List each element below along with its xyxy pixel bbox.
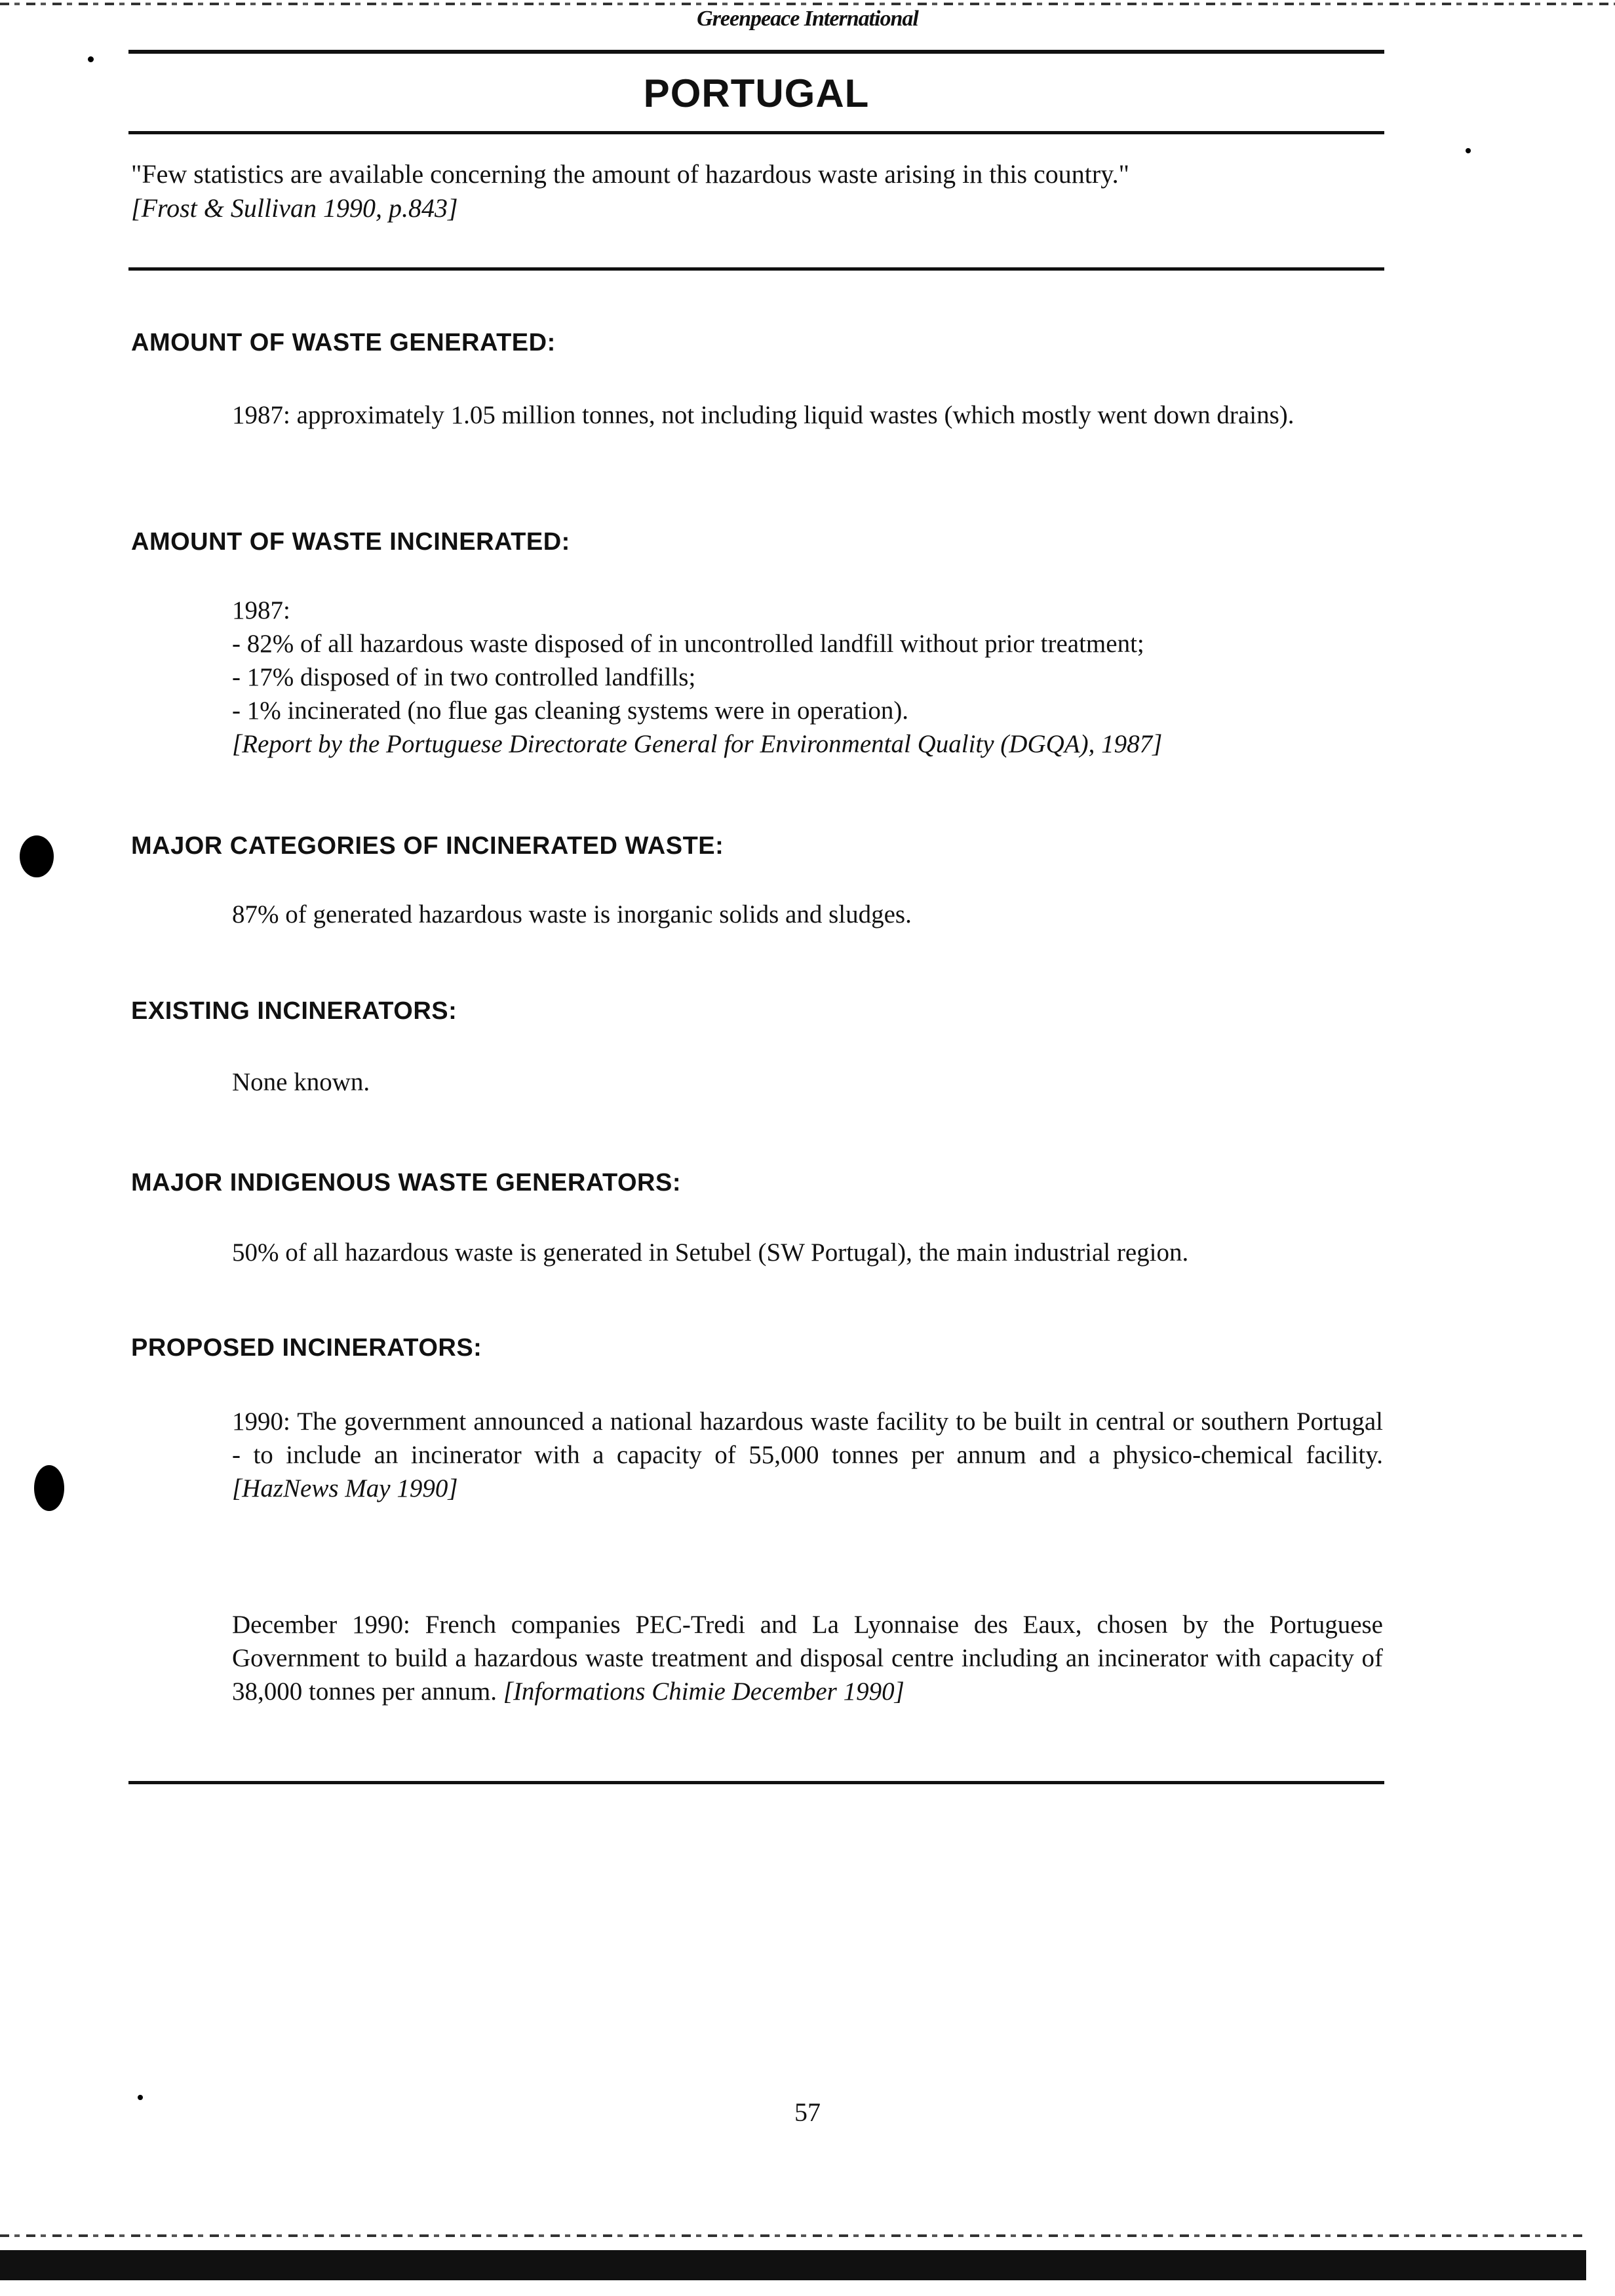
scan-noise-top (0, 3, 1615, 5)
footer-rule (128, 1781, 1384, 1784)
page-number: 57 (794, 2097, 821, 2127)
heading-major-categories: MAJOR CATEGORIES OF INCINERATED WASTE: (131, 832, 724, 860)
proposed-entry-2-text: December 1990: French companies PEC-Tredi and La Lyonnaise des Eaux, chosen by the Portuguese Government to build a hazardous waste treatment and disposal centre including an incinerator with capacity of 38,000 tonnes per annum. (232, 1611, 1383, 1706)
list-item: - 82% of all hazardous waste disposed of in uncontrolled landfill without prior treatment; (232, 630, 1144, 658)
heading-waste-incinerated: AMOUNT OF WASTE INCINERATED: (131, 528, 570, 556)
heading-waste-generated: AMOUNT OF WASTE GENERATED: (131, 329, 556, 356)
proposed-entry-2-citation: [Informations Chimie December 1990] (503, 1677, 905, 1706)
intro-citation: [Frost & Sullivan 1990, p.843] (131, 193, 458, 223)
waste-incinerated-block (232, 594, 1383, 761)
title-rule (128, 131, 1384, 134)
intro-quote-block (131, 157, 1129, 225)
heading-existing-incinerators: EXISTING INCINERATORS: (131, 997, 457, 1025)
scan-speck (1466, 148, 1471, 153)
header-rule (128, 50, 1384, 54)
page-title: PORTUGAL (643, 71, 870, 115)
scan-edge-band (0, 2250, 1586, 2280)
incinerated-citation: [Report by the Portuguese Directorate General for Environmental Quality (DGQA), 1987] (232, 730, 1163, 758)
existing-incinerators-text: None known. (232, 1068, 370, 1096)
proposed-entry-1-text: 1990: The government announced a national hazardous waste facility to be built in central or southern Portugal - to include an incinerator with a capacity of 55,000 tonnes per annum and a physico-chemical facility. (232, 1407, 1383, 1469)
proposed-entry-1-citation: [HazNews May 1990] (232, 1474, 458, 1502)
scan-speck (88, 56, 94, 62)
scan-noise-bottom (0, 2234, 1586, 2237)
punch-hole-mark (34, 1465, 64, 1511)
incinerated-year: 1987: (232, 596, 290, 624)
proposed-entry-2 (232, 1608, 1383, 1708)
intro-quote: "Few statistics are available concerning the amount of hazardous waste arising in this country." (131, 159, 1129, 189)
organization-name: Greenpeace International (697, 7, 918, 31)
punch-hole-mark (20, 835, 54, 877)
proposed-entry-1 (232, 1405, 1383, 1505)
list-item: - 17% disposed of in two controlled landfills; (232, 663, 696, 691)
major-categories-text: 87% of generated hazardous waste is inorganic solids and sludges. (232, 900, 912, 928)
heading-proposed-incinerators: PROPOSED INCINERATORS: (131, 1334, 482, 1362)
waste-generated-text: 1987: approximately 1.05 million tonnes, not including liquid wastes (which mostly went down drains). (232, 401, 1294, 429)
list-item: - 1% incinerated (no flue gas cleaning systems were in operation). (232, 697, 909, 725)
waste-generators-text: 50% of all hazardous waste is generated in Setubel (SW Portugal), the main industrial region. (232, 1238, 1189, 1267)
intro-rule (128, 267, 1384, 271)
heading-waste-generators: MAJOR INDIGENOUS WASTE GENERATORS: (131, 1169, 681, 1196)
